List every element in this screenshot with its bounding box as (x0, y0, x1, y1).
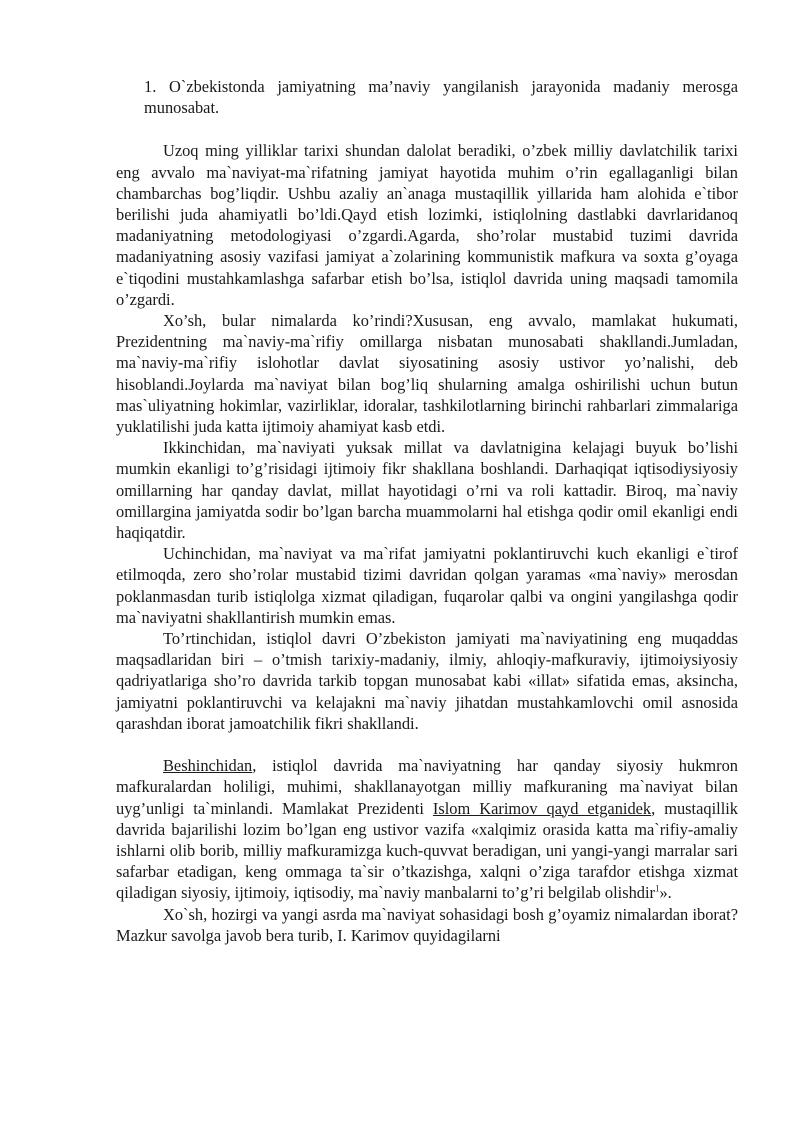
paragraph-7: Xo`sh, hozirgi va yangi asrda ma`naviyat sohasidagi bosh g’oyamiz nimalardan iborat? Mazkur savolga javob bera turib, I. Karimov quyidagilarni (116, 904, 738, 945)
paragraph-6-end: ». (659, 883, 672, 903)
paragraph-5: To’rtinchidan, istiqlol davri O’zbekiston jamiyati ma`naviyatining eng muqaddas maqsadlaridan biri – o’tmish tarixiy-madaniy, ilmiy, ahloqiy-mafkuraviy, ijtimoiysiyosiy qadriyatlariga sho’ro davrida tarkib topgan munosabat kabi «illat» sifatida emas, aksincha, jamiyatni poklantiruvchi va kelajakni ma`naviy jihatdan mustahkamlovchi omil asnosida qarashdan iborat jamoatchilik fikri shakllandi. (116, 629, 738, 733)
paragraph-6-text-b: , mustaqillik davrida bajarilishi lozim bo’lgan eng ustivor vazifa «xalqimiz orasida katta ma`rifiy-amaliy ishlarni olib borib, milliy mafkuramizga kuch-quvvat beradigan, uni yangi-yangi marralar sari safarbar etadigan, keng ommaga ta`sir o’tkazishga, xalqni o’ziga tarafdor etishga xizmat qiladigan siyosiy, ijtimoiy, iqtisodiy, ma`naviy manbalarni to’g’ri belgilab olishdir (116, 798, 738, 903)
underlined-reference: Islom Karimov qayd etganidek (432, 798, 652, 818)
footnote-marker: 1 (654, 883, 660, 894)
heading-number: 1. (144, 77, 157, 96)
paragraph-6-text-a: , istiqlol davrida ma`naviyatning har qanday siyosiy hukmron mafkuralardan holiligi, muhimi, shakllanayotgan milliy mafkuraning ma`naviyat bilan uyg’unligi ta`minlandi. Mamlakat Prezidenti (116, 756, 738, 818)
paragraph-gap (116, 734, 738, 755)
paragraph-3: Ikkinchidan, ma`naviyati yuksak millat va davlatnigina kelajagi buyuk bo’lishi mumkin ekanligi to’g’risidagi ijtimoiy fikr shakllana boshlandi. Darhaqiqat iqtisodiysiyosiy omillarning har qanday davlat, millat hayotidagi o’rni va roli kattadir. Biroq, ma`naviy omillargina jamiyatda sodir bo’lgan barcha muammolarni hal etishga qodir omil ekanligi endi haqiqatdir. (116, 438, 738, 543)
heading-text: O`zbekistonda jamiyatning ma’naviy yangilanish jarayonida madaniy merosga munosabat. (144, 77, 738, 118)
paragraph-1: Uzoq ming yilliklar tarixi shundan dalolat beradiki, o’zbek milliy davlatchilik tarixi eng avvalo ma`naviyat-ma`rifatning jamiyat hayotida muhim o’rin egallaganligi bilan chambarchas bog’liqdir. Ushbu azaliy an`anaga mustaqillik yillarida ham alohida e`tibor berilishi juda ahamiyatli bo’ldi.Qayd etish lozimki, istiqlolning dastlabki davrlaridanoq madaniyatning metodologiyasi o’zgardi.Agarda, sho’rolar mustabid tuzimi davrida madaniyatning asosiy vazifasi jamiyat a`zolarining kommunistik mafkura va soxta g’oyaga e`tiqodini mustahkamlashga safarbar etish bo’lsa, istiqlol davrida uning maqsadi tamomila o’zgardi. (116, 141, 738, 309)
paragraph-2: Xo’sh, bular nimalarda ko’rindi?Xususan, eng avvalo, mamlakat hukumati, Prezidentning ma`naviy-ma`rifiy omillarga nisbatan munosabati shakllandi.Jumladan, ma`naviy-ma`rifiy islohotlar davlat siyosatining asosiy ustivor yo’nalishi, deb hisoblandi.Joylarda ma`naviyat bilan bog’liq shularning amalga oshirilishi uchun butun mas`uliyatning hokimlar, vazirliklar, idoralar, tashkilotlarning birinchi rahbarlari zimmalariga yuklatilishi juda katta ijtimoiy ahamiyat kasb etdi. (116, 311, 738, 437)
paragraph-4: Uchinchidan, ma`naviyat va ma`rifat jamiyatni poklantiruvchi kuch ekanligi e`tirof etilmoqda, zero sho’rolar mustabid tizimi davridan qolgan yaramas «ma`naviy» merosdan poklanmasdan turib istiqlolga xizmat qiladigan, fuqarolar qalbi va ongini yangilashga qodir ma`naviyatni shakllantirish mumkin emas. (116, 544, 738, 627)
paragraph-6 (116, 755, 738, 903)
document-page (116, 76, 738, 946)
underlined-lead: Beshinchidan (163, 756, 253, 776)
section-heading (116, 76, 738, 118)
